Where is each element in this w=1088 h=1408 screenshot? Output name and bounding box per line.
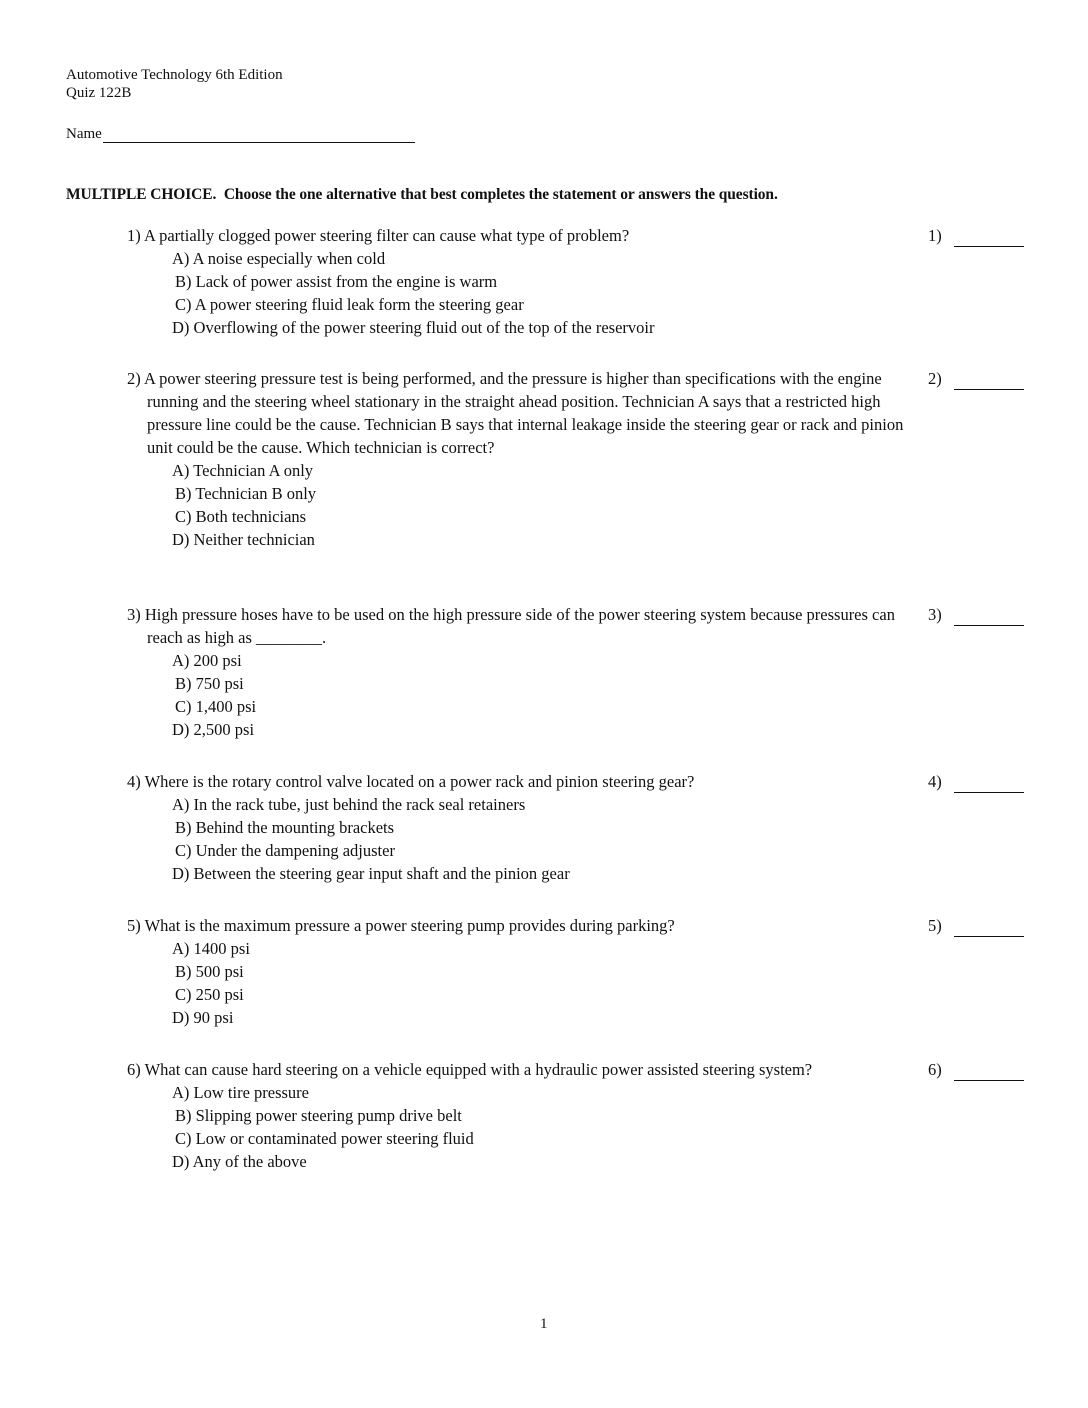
choice-d: D) 90 psi bbox=[172, 1008, 234, 1027]
answer-number: 2) bbox=[928, 369, 942, 388]
answer-number: 4) bbox=[928, 772, 942, 791]
choice-b: B) 500 psi bbox=[175, 962, 244, 981]
choice-c: C) Both technicians bbox=[175, 507, 307, 526]
question-1 bbox=[127, 224, 907, 339]
answer-slot-6 bbox=[928, 1058, 1024, 1081]
name-field[interactable] bbox=[103, 125, 415, 143]
choice-list bbox=[172, 247, 907, 339]
answer-blank[interactable] bbox=[954, 775, 1024, 793]
question-stem: 5) What is the maximum pressure a power steering pump provides during parking? bbox=[127, 916, 675, 935]
choice-a: A) Low tire pressure bbox=[172, 1083, 309, 1102]
choice-list bbox=[172, 793, 907, 885]
choice-a: A) In the rack tube, just behind the rack seal retainers bbox=[172, 795, 526, 814]
choice-list bbox=[172, 459, 907, 551]
question-stem: 2) A power steering pressure test is being performed, and the pressure is higher than specifications with the engine running and the steering wheel stationary in the straight ahead position. Technician A says that a restricted high pressure line could be the cause. Technician B says that internal leakage inside the steering gear or rack and pinion unit could be the cause. Which technician is correct? bbox=[127, 369, 904, 457]
choice-b: B) Behind the mounting brackets bbox=[175, 818, 395, 837]
name-label: Name bbox=[66, 126, 102, 142]
choice-d: D) Neither technician bbox=[172, 530, 315, 549]
instructions-text: Choose the one alternative that best completes the statement or answers the question. bbox=[223, 186, 778, 203]
choice-d: D) Between the steering gear input shaft and the pinion gear bbox=[172, 864, 570, 883]
choice-c: C) Low or contaminated power steering fluid bbox=[175, 1129, 474, 1148]
question-stem: 4) Where is the rotary control valve located on a power rack and pinion steering gear? bbox=[127, 772, 695, 791]
choice-d: D) Any of the above bbox=[172, 1152, 307, 1171]
course-title: Automotive Technology 6th Edition bbox=[66, 67, 283, 83]
choice-b: B) Lack of power assist from the engine is warm bbox=[175, 272, 498, 291]
choice-a: A) 200 psi bbox=[172, 651, 242, 670]
instructions-heading: MULTIPLE CHOICE. bbox=[66, 186, 217, 203]
answer-blank[interactable] bbox=[954, 608, 1024, 626]
instructions bbox=[66, 186, 778, 204]
name-row bbox=[66, 125, 415, 143]
choice-d: D) 2,500 psi bbox=[172, 720, 255, 739]
question-3 bbox=[127, 603, 907, 741]
question-5 bbox=[127, 914, 907, 1029]
quiz-title: Quiz 122B bbox=[66, 85, 132, 101]
document-header bbox=[66, 66, 283, 102]
answer-blank[interactable] bbox=[954, 229, 1024, 247]
choice-b: B) 750 psi bbox=[175, 674, 244, 693]
choice-list bbox=[172, 1081, 907, 1173]
choice-a: A) 1400 psi bbox=[172, 939, 250, 958]
answer-blank[interactable] bbox=[954, 1063, 1024, 1081]
choice-b: B) Technician B only bbox=[175, 484, 317, 503]
answer-number: 3) bbox=[928, 605, 942, 624]
question-4 bbox=[127, 770, 907, 885]
answer-blank[interactable] bbox=[954, 372, 1024, 390]
question-stem: 6) What can cause hard steering on a vehicle equipped with a hydraulic power assisted steering system? bbox=[127, 1060, 813, 1079]
answer-slot-2 bbox=[928, 367, 1024, 390]
question-6 bbox=[127, 1058, 907, 1173]
choice-b: B) Slipping power steering pump drive belt bbox=[175, 1106, 462, 1125]
choice-c: C) A power steering fluid leak form the steering gear bbox=[175, 295, 524, 314]
answer-slot-3 bbox=[928, 603, 1024, 626]
answer-number: 6) bbox=[928, 1060, 942, 1079]
answer-slot-1 bbox=[928, 224, 1024, 247]
choice-a: A) A noise especially when cold bbox=[172, 249, 386, 268]
choice-d: D) Overflowing of the power steering fluid out of the top of the reservoir bbox=[172, 318, 655, 337]
answer-blank[interactable] bbox=[954, 919, 1024, 937]
choice-a: A) Technician A only bbox=[172, 461, 314, 480]
choice-c: C) 250 psi bbox=[175, 985, 244, 1004]
choice-c: C) Under the dampening adjuster bbox=[175, 841, 395, 860]
choice-list bbox=[172, 937, 907, 1029]
answer-slot-5 bbox=[928, 914, 1024, 937]
question-2 bbox=[127, 367, 907, 551]
question-stem: 1) A partially clogged power steering filter can cause what type of problem? bbox=[127, 226, 630, 245]
page-number: 1 bbox=[540, 1316, 548, 1332]
choice-list bbox=[172, 649, 907, 741]
choice-c: C) 1,400 psi bbox=[175, 697, 257, 716]
answer-number: 1) bbox=[928, 226, 942, 245]
question-stem: 3) High pressure hoses have to be used on the high pressure side of the power steering system because pressures can reach as high as ________. bbox=[127, 605, 895, 647]
answer-number: 5) bbox=[928, 916, 942, 935]
answer-slot-4 bbox=[928, 770, 1024, 793]
